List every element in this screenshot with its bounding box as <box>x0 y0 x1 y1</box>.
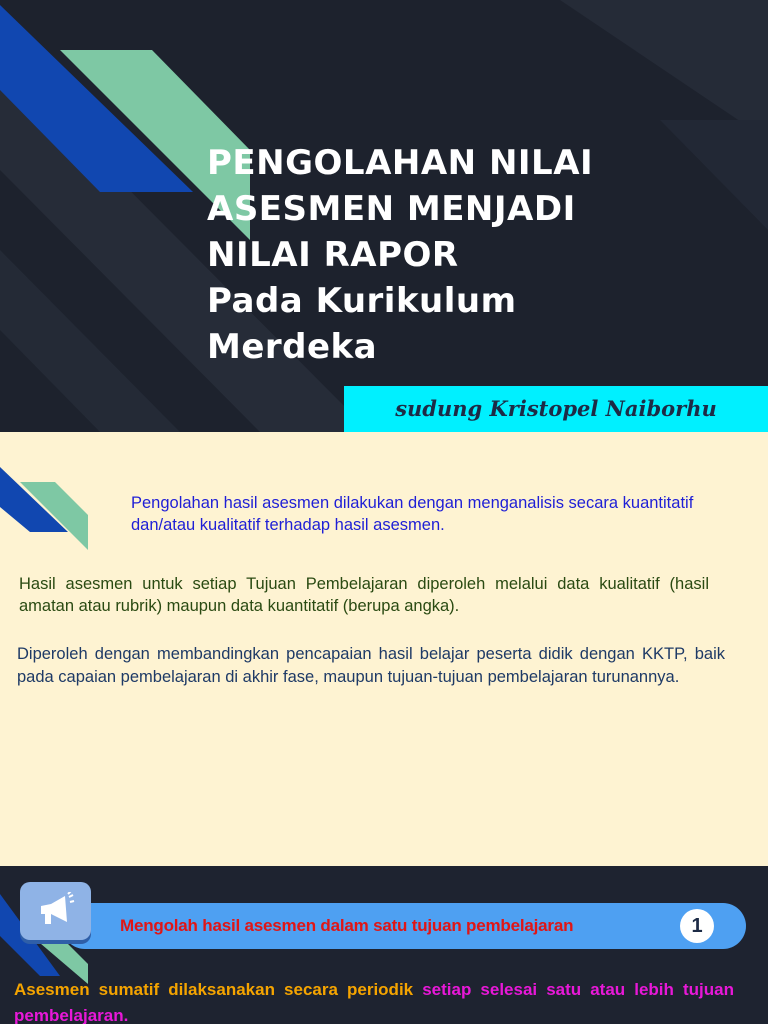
title-line-4: Pada Kurikulum <box>207 281 517 321</box>
banner-text: Mengolah hasil asesmen dalam satu tujuan pembelajaran <box>120 916 574 935</box>
author-bar <box>344 386 768 432</box>
corner-stripe-decoration <box>0 432 120 562</box>
section-banner <box>62 903 746 949</box>
intro-paragraph: Pengolahan hasil asesmen dilakukan dengan menganalisis secara kuantitatif dan/atau kualitatif terhadap hasil asesmen. <box>131 494 694 534</box>
diperoleh-paragraph: Diperoleh dengan membandingkan pencapaian hasil belajar peserta didik dengan KKTP, baik pada capaian pembelajaran di akhir fase, maupun tujuan-tujuan pembelajaran turunannya. <box>17 645 725 686</box>
slide-title <box>207 140 747 370</box>
megaphone-icon-box <box>20 882 91 940</box>
sumatif-paragraph <box>14 977 734 1024</box>
title-line-3: NILAI RAPOR <box>207 235 459 275</box>
title-line-2: ASESMEN MENJADI <box>207 189 576 229</box>
sumatif-text-part2: setiap selesai satu atau lebih tujuan pembelajaran. <box>14 980 734 1024</box>
sumatif-text-part1: Asesmen sumatif dilaksanakan secara periodik <box>14 980 414 999</box>
title-line-5: Merdeka <box>207 327 378 367</box>
megaphone-icon <box>37 892 75 928</box>
title-line-1: PENGOLAHAN NILAI <box>207 143 594 183</box>
author-name: sudung Kristopel Naiborhu <box>395 396 717 421</box>
hasil-paragraph: Hasil asesmen untuk setiap Tujuan Pembelajaran diperoleh melalui data kualitatif (hasil amatan atau rubrik) maupun data kuantitatif (berupa angka). <box>19 575 709 615</box>
bottom-slide <box>0 866 768 1024</box>
title-slide <box>0 0 768 432</box>
banner-number-badge: 1 <box>680 909 714 943</box>
content-slide <box>0 432 768 866</box>
